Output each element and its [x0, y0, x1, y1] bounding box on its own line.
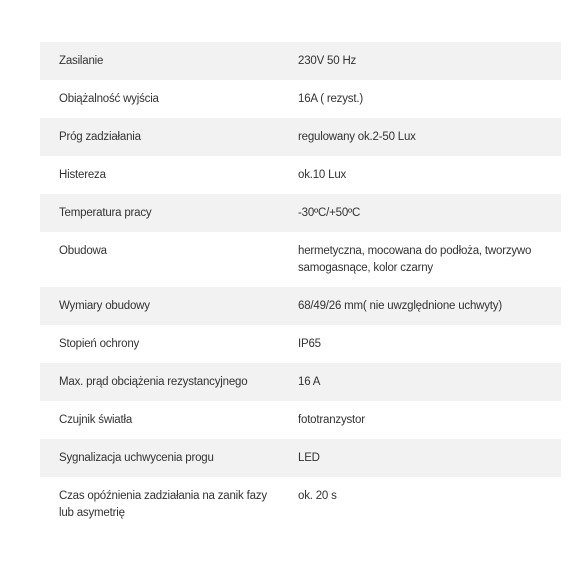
- spec-value: fototranzystor: [298, 414, 365, 426]
- spec-value: IP65: [298, 338, 321, 350]
- spec-value: 16A ( rezyst.): [298, 93, 363, 105]
- spec-value: hermetyczna, mocowana do podłoża, tworzywo samogasnące, kolor czarny: [298, 245, 532, 274]
- spec-label: Max. prąd obciążenia rezystancyjnego: [59, 376, 248, 388]
- spec-label: Temperatura pracy: [59, 207, 152, 219]
- spec-value: 16 A: [298, 376, 321, 388]
- spec-row-sygnalizacja: [40, 439, 561, 477]
- spec-label: Czas opóźnienia zadziałania na zanik fazy lub asymetrię: [59, 490, 267, 519]
- spec-row-stopien-ochrony: [40, 325, 561, 363]
- spec-value: -30ºC/+50ºC: [298, 207, 361, 219]
- spec-value: LED: [298, 452, 320, 464]
- spec-row-max-prad: [40, 363, 561, 401]
- spec-row-obudowa: [40, 232, 561, 287]
- spec-label: Wymiary obudowy: [59, 300, 150, 312]
- spec-label: Obiążalność wyjścia: [59, 93, 159, 105]
- spec-label: Obudowa: [59, 245, 107, 257]
- spec-value: 68/49/26 mm( nie uwzględnione uchwyty): [298, 300, 502, 312]
- spec-value: ok. 20 s: [298, 490, 337, 502]
- spec-label: Próg zadziałania: [59, 131, 141, 143]
- spec-label: Sygnalizacja uchwycenia progu: [59, 452, 214, 464]
- spec-value: 230V 50 Hz: [298, 55, 357, 67]
- spec-table: [40, 42, 561, 532]
- spec-row-obciazalnosc: [40, 80, 561, 118]
- spec-value: ok.10 Lux: [298, 169, 347, 181]
- spec-label: Czujnik światła: [59, 414, 133, 426]
- spec-row-prog: [40, 118, 561, 156]
- spec-row-temperatura: [40, 194, 561, 232]
- spec-row-czujnik: [40, 401, 561, 439]
- spec-label: Stopień ochrony: [59, 338, 140, 350]
- spec-label: Zasilanie: [59, 55, 104, 67]
- spec-row-wymiary: [40, 287, 561, 325]
- spec-label: Histereza: [59, 169, 106, 181]
- spec-row-czas-opoznienia: [40, 477, 561, 532]
- spec-value: regulowany ok.2-50 Lux: [298, 131, 416, 143]
- spec-row-zasilanie: [40, 42, 561, 80]
- spec-row-histereza: [40, 156, 561, 194]
